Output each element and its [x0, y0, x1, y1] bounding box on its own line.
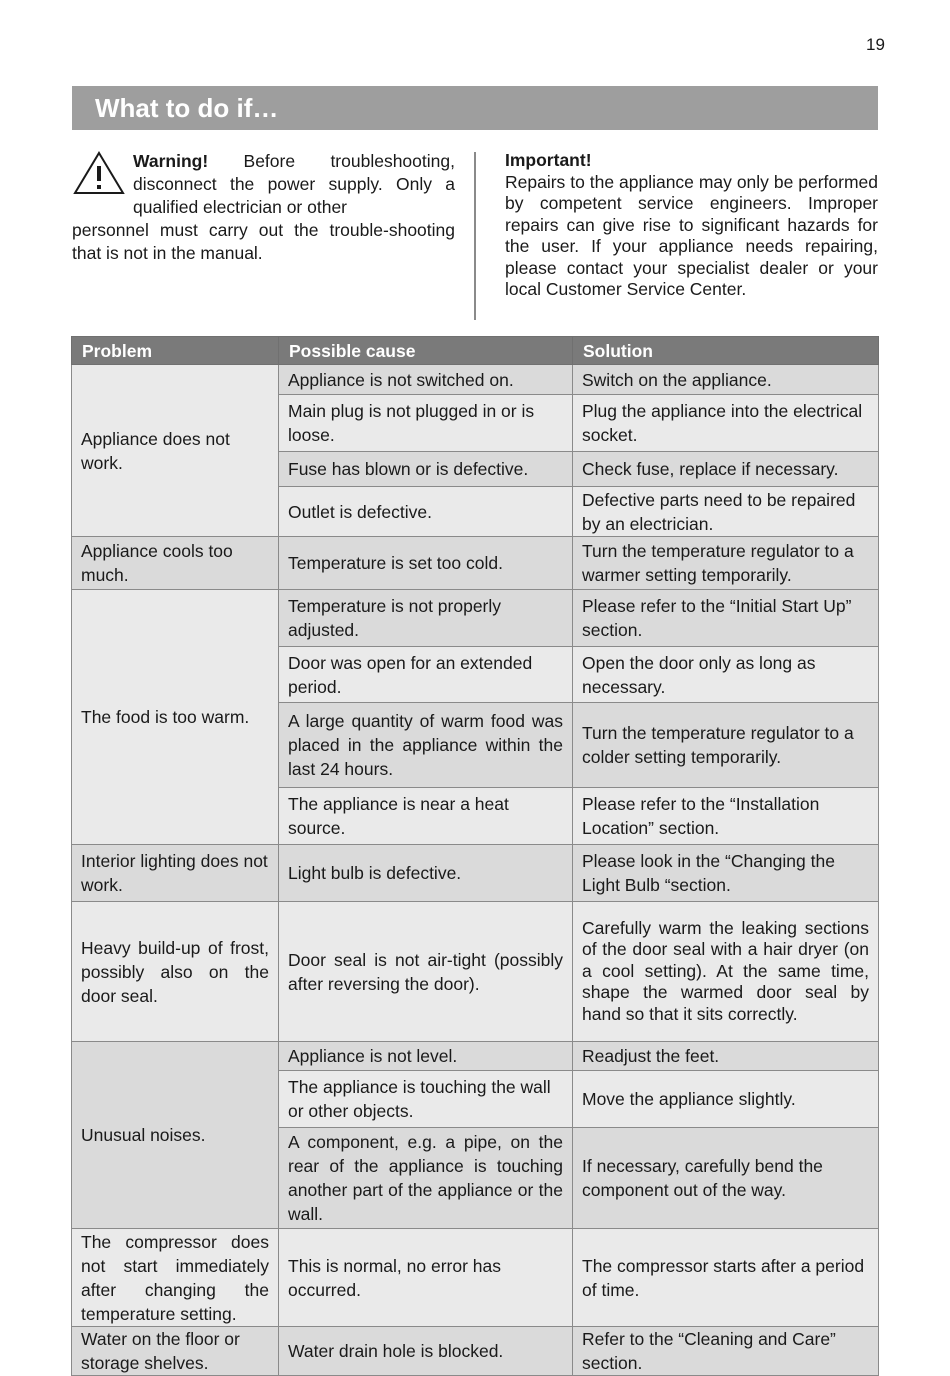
- table-row: [72, 365, 879, 395]
- solution-cell: The compressor starts after a period of time.: [573, 1229, 879, 1327]
- problem-cell: The compressor does not start immediately after changing the temperature setting.: [72, 1229, 279, 1327]
- cause-cell: This is normal, no error has occurred.: [279, 1229, 573, 1327]
- cause-cell: The appliance is near a heat source.: [279, 788, 573, 845]
- table-row: [72, 537, 879, 590]
- cause-cell: Water drain hole is blocked.: [279, 1327, 573, 1376]
- problem-cell: Water on the floor or storage shelves.: [72, 1327, 279, 1376]
- solution-cell: Refer to the “Cleaning and Care” section.: [573, 1327, 879, 1376]
- cause-cell: Door seal is not air-tight (possibly after reversing the door).: [279, 902, 573, 1042]
- solution-cell: Move the appliance slightly.: [573, 1071, 879, 1128]
- warning-notice: [72, 150, 455, 265]
- header-problem: Problem: [72, 337, 279, 365]
- important-text: Repairs to the appliance may only be performed by competent service engineers. Improper repairs can give rise to significant hazards for the user. If your appliance needs repairing, please contact your specialist dealer or your local Customer Service Center.: [505, 171, 878, 299]
- warning-text-tail: personnel must carry out the trouble-shooting that is not in the manual.: [72, 220, 455, 263]
- problem-cell: Appliance cools too much.: [72, 537, 279, 590]
- problem-cell: Heavy build-up of frost, possibly also on the door seal.: [72, 902, 279, 1042]
- page-title: What to do if…: [72, 86, 878, 130]
- cause-cell: A large quantity of warm food was placed in the appliance within the last 24 hours.: [279, 703, 573, 788]
- cause-cell: A component, e.g. a pipe, on the rear of the appliance is touching another part of the appliance or the wall.: [279, 1128, 573, 1229]
- solution-cell: Please look in the “Changing the Light Bulb “section.: [573, 845, 879, 902]
- cause-cell: The appliance is touching the wall or other objects.: [279, 1071, 573, 1128]
- solution-cell: Open the door only as long as necessary.: [573, 647, 879, 703]
- solution-cell: Please refer to the “Installation Location” section.: [573, 788, 879, 845]
- problem-cell: Unusual noises.: [72, 1042, 279, 1229]
- problem-cell: Appliance does not work.: [72, 365, 279, 537]
- cause-cell: Temperature is set too cold.: [279, 537, 573, 590]
- warning-triangle-icon: [72, 150, 126, 196]
- cause-cell: Main plug is not plugged in or is loose.: [279, 395, 573, 452]
- solution-cell: Plug the appliance into the electrical socket.: [573, 395, 879, 452]
- solution-cell: Carefully warm the leaking sections of the door seal with a hair dryer (on a cool setting). At the same time, shape the warmed door seal by hand so that it sits correctly.: [573, 902, 879, 1042]
- solution-cell: Please refer to the “Initial Start Up” section.: [573, 590, 879, 647]
- cause-cell: Door was open for an extended period.: [279, 647, 573, 703]
- cause-cell: Outlet is defective.: [279, 487, 573, 537]
- table-row: [72, 1229, 879, 1327]
- warning-text-head: [72, 150, 455, 219]
- table-row: [72, 590, 879, 647]
- cause-cell: Appliance is not level.: [279, 1042, 573, 1071]
- cause-cell: Appliance is not switched on.: [279, 365, 573, 395]
- page-number: 19: [866, 35, 885, 54]
- problem-cell: Interior lighting does not work.: [72, 845, 279, 902]
- header-solution: Solution: [573, 337, 879, 365]
- cause-cell: Light bulb is defective.: [279, 845, 573, 902]
- solution-cell: Turn the temperature regulator to a colder setting temporarily.: [573, 703, 879, 788]
- header-possible-cause: Possible cause: [279, 337, 573, 365]
- warning-label: Warning!: [133, 151, 209, 171]
- cause-cell: Fuse has blown or is defective.: [279, 452, 573, 487]
- solution-cell: Defective parts need to be repaired by an electrician.: [573, 487, 879, 537]
- table-row: [72, 1042, 879, 1071]
- table-header-row: [72, 337, 879, 365]
- troubleshooting-table: [71, 336, 879, 1376]
- important-label: Important!: [505, 150, 592, 170]
- table-row: [72, 902, 879, 1042]
- table-row: [72, 1327, 879, 1376]
- solution-cell: Turn the temperature regulator to a warmer setting temporarily.: [573, 537, 879, 590]
- table-row: [72, 845, 879, 902]
- column-divider: [474, 152, 476, 320]
- important-notice: [505, 150, 878, 301]
- solution-cell: Switch on the appliance.: [573, 365, 879, 395]
- solution-cell: Check fuse, replace if necessary.: [573, 452, 879, 487]
- warning-text: Before troubleshooting, disconnect the power supply. Only a qualified electrician or other: [133, 151, 455, 217]
- solution-cell: Readjust the feet.: [573, 1042, 879, 1071]
- solution-cell: If necessary, carefully bend the component out of the way.: [573, 1128, 879, 1229]
- problem-cell: The food is too warm.: [72, 590, 279, 845]
- cause-cell: Temperature is not properly adjusted.: [279, 590, 573, 647]
